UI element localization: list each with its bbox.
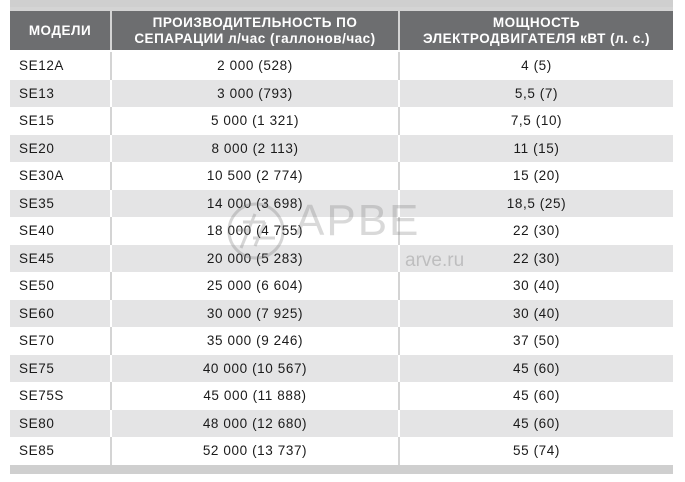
cell-capacity: 48 000 (12 680) <box>202 415 308 431</box>
cell-capacity: 14 000 (3 698) <box>206 195 304 211</box>
table-row <box>10 52 673 80</box>
cell-capacity: 2 000 (528) <box>217 58 293 73</box>
header-power-line2: ЭЛЕКТРОДВИГАТЕЛЯ кВТ (л. с.) <box>423 30 650 46</box>
table-row <box>10 355 673 383</box>
cell-capacity: 3 000 (793) <box>217 85 293 101</box>
cell-power: 22 (30) <box>513 223 560 238</box>
header-model-label: МОДЕЛИ <box>28 22 92 38</box>
cell-power: 37 (50) <box>513 333 560 348</box>
table-row <box>10 80 673 108</box>
table-row <box>10 382 673 410</box>
cell-capacity: 20 000 (5 283) <box>206 250 304 266</box>
cell-model: SE85 <box>19 443 55 458</box>
header-model <box>10 11 110 50</box>
cell-power: 45 (60) <box>513 360 560 376</box>
cell-capacity: 45 000 (11 888) <box>203 388 307 403</box>
cell-model: SE20 <box>19 140 55 156</box>
cell-power: 18,5 (25) <box>506 195 567 211</box>
cell-power: 30 (40) <box>513 305 560 321</box>
cell-capacity: 40 000 (10 567) <box>202 360 308 376</box>
table-header <box>10 7 673 50</box>
table-row <box>10 217 673 245</box>
cell-model: SE35 <box>19 195 55 211</box>
cell-model: SE70 <box>19 333 55 348</box>
header-capacity-line1: ПРОИЗВОДИТЕЛЬНОСТЬ ПО <box>152 14 358 30</box>
cell-power: 15 (20) <box>513 168 560 183</box>
table-row <box>10 300 673 328</box>
cell-model: SE50 <box>19 278 55 293</box>
cell-model: SE15 <box>19 113 55 128</box>
table-row <box>10 410 673 438</box>
table-row <box>10 272 673 300</box>
cell-power: 5,5 (7) <box>514 85 559 101</box>
cell-model: SE45 <box>19 250 55 266</box>
table-row <box>10 245 673 273</box>
cell-capacity: 30 000 (7 925) <box>206 305 304 321</box>
cell-capacity: 25 000 (6 604) <box>206 278 304 293</box>
cell-model: SE80 <box>19 415 55 431</box>
spec-table <box>10 0 673 482</box>
header-power <box>400 11 673 50</box>
cell-model: SE75 <box>19 360 55 376</box>
cell-capacity: 35 000 (9 246) <box>206 333 304 348</box>
cell-power: 45 (60) <box>513 415 560 431</box>
top-divider-bar <box>10 0 673 7</box>
cell-power: 22 (30) <box>513 250 560 266</box>
cell-capacity: 10 500 (2 774) <box>206 168 304 183</box>
table-row <box>10 107 673 135</box>
table-row <box>10 327 673 355</box>
cell-model: SE13 <box>19 85 55 101</box>
cell-capacity: 5 000 (1 321) <box>210 113 300 128</box>
table-row <box>10 162 673 190</box>
cell-model: SE40 <box>19 223 55 238</box>
cell-power: 45 (60) <box>513 388 560 403</box>
bottom-divider-bar <box>10 465 673 474</box>
table-body <box>10 52 673 465</box>
watermark-url: arve.ru <box>405 250 465 271</box>
cell-model: SE60 <box>19 305 55 321</box>
cell-model: SE30A <box>19 168 65 183</box>
watermark-brand: АРВЕ <box>295 196 421 245</box>
cell-capacity: 8 000 (2 113) <box>211 140 299 156</box>
cell-power: 55 (74) <box>513 443 560 458</box>
cell-power: 4 (5) <box>521 58 552 73</box>
cell-model: SE12A <box>19 58 65 73</box>
cell-capacity: 52 000 (13 737) <box>202 443 308 458</box>
header-power-line1: МОЩНОСТЬ <box>492 14 581 30</box>
header-capacity <box>112 11 398 50</box>
cell-power: 7,5 (10) <box>510 113 563 128</box>
cell-power: 30 (40) <box>513 278 560 293</box>
table-row <box>10 190 673 218</box>
cell-power: 11 (15) <box>513 140 560 156</box>
header-capacity-line2: СЕПАРАЦИИ л/час (галлонов/час) <box>134 30 376 46</box>
table-row <box>10 135 673 163</box>
table-row <box>10 437 673 465</box>
cell-model: SE75S <box>19 388 65 403</box>
cell-capacity: 18 000 (4 755) <box>206 223 304 238</box>
